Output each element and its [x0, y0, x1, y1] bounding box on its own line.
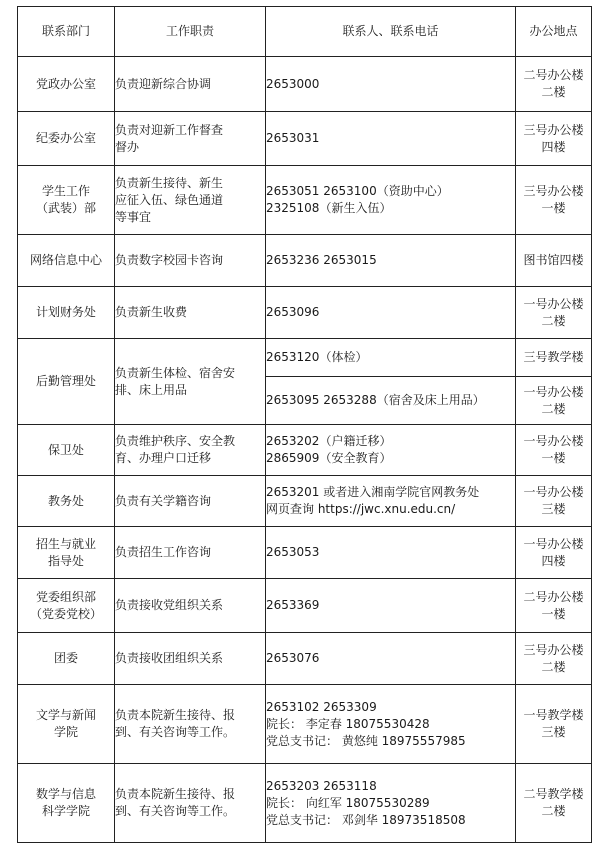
phone-cell-line: 2653076 — [266, 651, 320, 665]
location-cell-line: 三号教学楼 — [523, 350, 584, 364]
table-row — [18, 633, 592, 685]
dept-cell — [18, 476, 115, 527]
duty-cell-line: 负责维护秩序、安全教 — [115, 434, 236, 448]
location-cell — [516, 377, 592, 425]
dept-cell-line: 党政办公室 — [35, 76, 96, 91]
location-cell-line: 二号教学楼 — [523, 787, 584, 801]
table-header-row — [18, 7, 592, 57]
phone-cell-line: 2653203 2653118 — [266, 778, 377, 793]
duty-cell-line: 负责迎新综合协调 — [115, 76, 212, 91]
phone-cell — [266, 166, 516, 235]
location-cell-line: 三楼 — [541, 725, 566, 739]
phone-cell-line: 2653236 2653015 — [266, 253, 377, 267]
dept-cell-line: 纪委办公室 — [35, 131, 96, 145]
location-cell-line: 一号教学楼 — [523, 708, 584, 722]
table-row — [18, 339, 592, 377]
duty-cell — [115, 527, 266, 579]
phone-cell — [266, 476, 516, 527]
duty-cell — [115, 287, 266, 339]
table-row — [18, 764, 592, 843]
phone-cell-line: 院长： 向红军 18075530289 — [266, 795, 430, 810]
duty-cell-line: 负责接收党组织关系 — [115, 598, 224, 612]
phone-cell — [266, 112, 516, 166]
header-dept: 联系部门 — [18, 7, 115, 57]
dept-cell-line: 后勤管理处 — [35, 374, 96, 388]
location-cell-line: 一号办公楼 — [523, 296, 584, 311]
duty-cell — [115, 685, 266, 764]
duty-cell-line: 负责招生工作咨询 — [115, 545, 212, 559]
location-cell — [516, 57, 592, 112]
duty-cell — [115, 339, 266, 425]
location-cell-line: 二楼 — [541, 804, 566, 818]
location-cell-line: 一号办公楼 — [523, 536, 584, 551]
header-duty: 工作职责 — [115, 7, 266, 57]
location-cell — [516, 235, 592, 287]
phone-cell-line: 2653102 2653309 — [266, 699, 377, 714]
phone-cell-line: 2653051 2653100（资助中心） — [266, 184, 449, 198]
phone-cell — [266, 287, 516, 339]
phone-cell-line: 党总支书记： 黄悠纯 18975557985 — [266, 733, 466, 748]
duty-cell-line: 负责接收团组织关系 — [115, 651, 224, 665]
dept-cell-line: （武装）部 — [35, 201, 96, 215]
dept-cell — [18, 235, 115, 287]
duty-cell-line: 负责新生体检、宿舍安 — [115, 365, 236, 380]
table-row — [18, 166, 592, 235]
dept-cell — [18, 339, 115, 425]
duty-cell-line: 负责对迎新工作督查 — [115, 122, 224, 137]
location-cell-line: 一号办公楼 — [523, 485, 584, 499]
dept-cell — [18, 57, 115, 112]
phone-cell-line: 2653202（户籍迁移） — [266, 434, 392, 448]
location-cell — [516, 633, 592, 685]
dept-cell-line: 数学与信息 — [35, 787, 96, 801]
phone-cell-line: 2653120（体检） — [266, 350, 368, 364]
location-cell-line: 一号办公楼 — [523, 384, 584, 399]
location-cell-line: 一楼 — [541, 201, 566, 215]
location-cell-line: 图书馆四楼 — [523, 253, 584, 267]
duty-cell-line: 负责新生接待、新生 — [115, 175, 224, 190]
phone-cell-line: 2653096 — [266, 305, 320, 319]
phone-cell — [266, 377, 516, 425]
location-cell-line: 二号办公楼 — [523, 68, 584, 82]
location-cell-line: 三号办公楼 — [523, 642, 584, 657]
table-row — [18, 235, 592, 287]
duty-cell — [115, 579, 266, 633]
dept-cell — [18, 425, 115, 476]
phone-cell — [266, 764, 516, 843]
dept-cell-line: 文学与新闻 — [35, 708, 96, 722]
phone-cell-line: 院长： 李定春 18075530428 — [266, 716, 430, 731]
table-row — [18, 425, 592, 476]
phone-cell-line: 2653053 — [266, 545, 320, 559]
dept-cell-line: （党委党校） — [29, 606, 102, 621]
duty-cell — [115, 235, 266, 287]
location-cell-line: 二楼 — [541, 659, 566, 674]
location-cell-line: 四楼 — [541, 139, 566, 154]
table-row — [18, 579, 592, 633]
location-cell-line: 三楼 — [541, 502, 566, 516]
table-row — [18, 57, 592, 112]
location-cell — [516, 425, 592, 476]
location-cell-line: 二楼 — [541, 401, 566, 416]
dept-cell — [18, 579, 115, 633]
table-row — [18, 287, 592, 339]
duty-cell-line: 督办 — [115, 139, 140, 154]
location-cell — [516, 527, 592, 579]
dept-cell — [18, 166, 115, 235]
phone-cell — [266, 633, 516, 685]
phone-cell-line: 网页查询 https://jwc.xnu.edu.cn/ — [266, 502, 456, 516]
location-cell — [516, 476, 592, 527]
location-cell — [516, 685, 592, 764]
phone-cell — [266, 425, 516, 476]
phone-cell-line: 2865909（安全教育） — [266, 451, 392, 465]
phone-cell — [266, 235, 516, 287]
location-cell — [516, 764, 592, 843]
table-row — [18, 685, 592, 764]
location-cell-line: 一楼 — [541, 606, 566, 621]
duty-cell — [115, 476, 266, 527]
contacts-table — [17, 6, 592, 843]
duty-cell — [115, 764, 266, 843]
duty-cell-line: 等事宜 — [115, 209, 152, 224]
phone-cell-line: 2653031 — [266, 131, 320, 145]
phone-cell — [266, 339, 516, 377]
phone-cell-line: 党总支书记： 邓剑华 18973518508 — [266, 812, 466, 827]
header-location: 办公地点 — [516, 7, 592, 57]
dept-cell-line: 科学学院 — [41, 804, 90, 818]
dept-cell-line: 学院 — [53, 725, 78, 739]
dept-cell-line: 教务处 — [47, 493, 84, 508]
header-phone: 联系人、联系电话 — [266, 7, 516, 57]
duty-cell-line: 负责新生收费 — [115, 305, 188, 319]
dept-cell — [18, 527, 115, 579]
dept-cell-line: 团委 — [53, 651, 78, 665]
location-cell-line: 二号办公楼 — [523, 589, 584, 604]
duty-cell — [115, 425, 266, 476]
phone-cell — [266, 685, 516, 764]
duty-cell-line: 应征入伍、绿色通道 — [115, 192, 224, 207]
table-row — [18, 527, 592, 579]
dept-cell-line: 学生工作 — [41, 184, 90, 198]
dept-cell-line: 保卫处 — [47, 442, 84, 457]
duty-cell-line: 负责有关学籍咨询 — [115, 493, 212, 508]
duty-cell — [115, 57, 266, 112]
dept-cell-line: 计划财务处 — [35, 305, 96, 319]
location-cell-line: 四楼 — [541, 553, 566, 568]
location-cell-line: 三号办公楼 — [523, 122, 584, 137]
table-row — [18, 112, 592, 166]
duty-cell-line: 负责数字校园卡咨询 — [115, 253, 224, 267]
dept-cell — [18, 764, 115, 843]
location-cell-line: 一楼 — [541, 451, 566, 465]
location-cell-line: 二楼 — [541, 85, 566, 99]
dept-cell-line: 招生与就业 — [35, 536, 96, 551]
table-row — [18, 476, 592, 527]
dept-cell-line: 指导处 — [47, 553, 84, 568]
duty-cell-line: 负责本院新生接待、报 — [115, 787, 236, 801]
duty-cell — [115, 633, 266, 685]
duty-cell-line: 育、办理户口迁移 — [115, 451, 212, 465]
dept-cell — [18, 112, 115, 166]
location-cell — [516, 112, 592, 166]
dept-cell-line: 网络信息中心 — [29, 253, 102, 267]
phone-cell-line: 2653000 — [266, 76, 320, 91]
phone-cell-line: 2325108（新生入伍） — [266, 201, 392, 215]
dept-cell — [18, 287, 115, 339]
dept-cell — [18, 685, 115, 764]
location-cell-line: 二楼 — [541, 313, 566, 328]
phone-cell-line: 2653095 2653288（宿舍及床上用品） — [266, 393, 485, 407]
location-cell — [516, 339, 592, 377]
location-cell — [516, 287, 592, 339]
dept-cell — [18, 633, 115, 685]
duty-cell-line: 到、有关咨询等工作。 — [115, 804, 236, 818]
duty-cell-line: 排、床上用品 — [115, 382, 188, 397]
duty-cell-line: 负责本院新生接待、报 — [115, 708, 236, 722]
location-cell — [516, 579, 592, 633]
duty-cell-line: 到、有关咨询等工作。 — [115, 725, 236, 739]
phone-cell — [266, 527, 516, 579]
phone-cell-line: 2653201 或者进入湘南学院官网教务处 — [266, 485, 480, 499]
phone-cell — [266, 579, 516, 633]
phone-cell-line: 2653369 — [266, 598, 320, 612]
location-cell — [516, 166, 592, 235]
phone-cell — [266, 57, 516, 112]
location-cell-line: 三号办公楼 — [523, 184, 584, 198]
duty-cell — [115, 166, 266, 235]
duty-cell — [115, 112, 266, 166]
dept-cell-line: 党委组织部 — [35, 589, 96, 604]
location-cell-line: 一号办公楼 — [523, 434, 584, 448]
table-body — [18, 57, 592, 843]
